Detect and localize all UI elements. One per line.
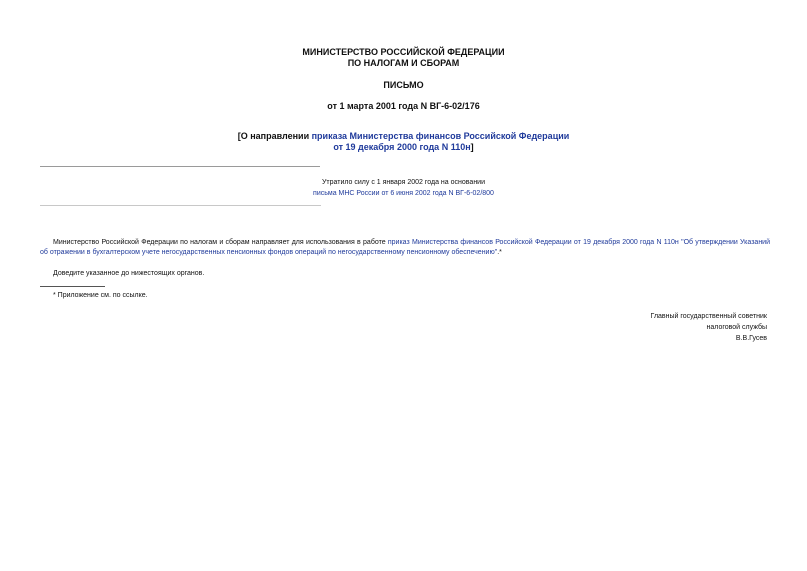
ministry-name-line2: ПО НАЛОГАМ И СБОРАМ [347, 58, 460, 68]
subject-link-line2[interactable]: от 19 декабря 2000 года N 110н [333, 142, 471, 152]
divider-top [40, 166, 320, 167]
subject-open-bracket: [О направлении [237, 131, 312, 141]
footnote-divider [40, 286, 105, 287]
ministry-name-line1: МИНИСТЕРСТВО РОССИЙСКОЙ ФЕДЕРАЦИИ [302, 47, 505, 57]
subject-close-bracket: ] [470, 142, 474, 152]
body-paragraph-1 [40, 238, 770, 258]
order-link[interactable]: приказ Министерства финансов Российской Федерации от 19 декабря 2000 года N 110н "Об утверждении Указаний об отражении в бухгалтерском учете негосударственных пенсионных фондов операций по негосударственному пенсионному обеспечению" [40, 239, 771, 256]
document-subject-line1 [0, 131, 807, 142]
divider-bottom [40, 205, 321, 206]
document-date-number: от 1 марта 2001 года N ВГ-6-02/176 [327, 101, 480, 111]
footnote: * Приложение см. по ссылке. [53, 292, 148, 299]
body-paragraph-2: Доведите указанное до нижестоящих органов. [53, 270, 205, 277]
status-line1: Утратило силу с 1 января 2002 года на основании [321, 179, 486, 186]
signature-name: В.В.Гусев [735, 335, 767, 342]
para1-text: Министерство Российской Федерации по налогам и сборам направляет для использования в работе [53, 239, 388, 246]
document-type: ПИСЬМО [383, 80, 424, 90]
document-subject-line2 [0, 142, 807, 153]
status-link[interactable]: письма МНС России от 6 июня 2002 года N ВГ-6-02/800 [313, 190, 494, 197]
subject-link-line1[interactable]: приказа Министерства финансов Российской Федерации [311, 131, 570, 141]
para1-tail: .* [497, 249, 502, 256]
signature-title-line2: налоговой службы [706, 324, 767, 331]
signature-title-line1: Главный государственный советник [650, 313, 767, 320]
